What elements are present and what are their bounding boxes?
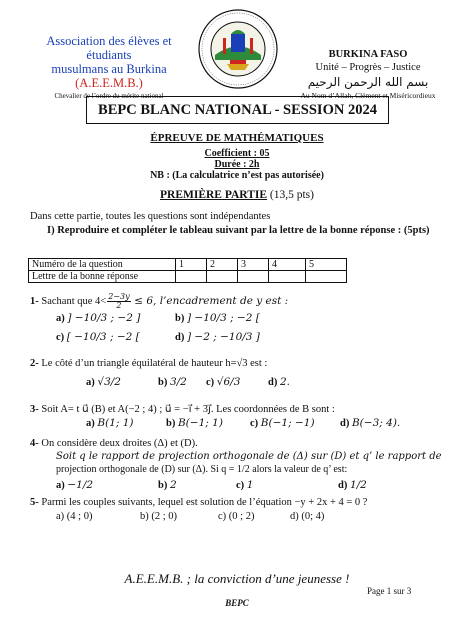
option-a: a) (4 ; 0) [56, 511, 93, 522]
part-heading [0, 189, 474, 201]
part-intro: Dans cette partie, toutes les questions sont indépendantes [30, 211, 271, 222]
association-header [24, 34, 194, 101]
answer-table [28, 258, 347, 283]
option-d: d) ] −2 ; −10/3 ] [175, 331, 260, 343]
table-cell [176, 271, 207, 283]
invocation: Au Nom d’Allah, Clément et Miséricordieux [300, 91, 436, 100]
country-motto: Unité – Progrès – Justice [315, 62, 421, 73]
association-name-line2: musulmans au Burkina [51, 62, 167, 76]
question-2 [30, 358, 267, 369]
table-cell: 2 [207, 259, 238, 271]
part-points: (13,5 pts) [269, 189, 314, 201]
question-number: 4- [30, 438, 39, 449]
question-number: 5- [30, 497, 39, 508]
option-a: a) ] −10/3 ; −2 ] [56, 312, 141, 324]
table-cell: 5 [306, 259, 347, 271]
exam-title: BEPC BLANC NATIONAL - SESSION 2024 [86, 96, 389, 124]
option-c: c) √6/3 [206, 376, 241, 388]
page-number: Page 1 sur 3 [367, 586, 412, 596]
question-5 [30, 497, 367, 508]
question-number: 2- [30, 358, 39, 369]
country-name: BURKINA FASO [328, 49, 408, 60]
option-b: b) (2 ; 0) [140, 511, 178, 522]
option-d: d) 1/2 [338, 479, 367, 491]
question-3 [30, 403, 335, 415]
table-row [29, 271, 347, 283]
table-header-cell: Numéro de la question [29, 259, 176, 271]
question-text: ≤ 6, l’encadrement de y est : [134, 294, 289, 307]
option-a: a) −1/2 [56, 479, 94, 491]
option-b: b) ] −10/3 ; −2 [ [175, 312, 260, 324]
aeemb-logo [197, 8, 279, 90]
footer-label: BEPC [225, 598, 249, 608]
association-note: Chevalier de l’ordre du mérite national [54, 92, 164, 100]
option-b: b) 3/2 [158, 376, 187, 388]
table-cell: 3 [238, 259, 269, 271]
table-cell: 1 [176, 259, 207, 271]
question-number: 3- [30, 404, 39, 415]
question-4-line3: projection orthogonale de (D) sur (Δ). Si q = 1/2 alors la valeur de q’ est: [56, 464, 348, 475]
table-cell [238, 271, 269, 283]
option-d: d) B(−3; 4). [340, 417, 401, 429]
coefficient: Coefficient : 05 [204, 148, 270, 159]
table-cell [306, 271, 347, 283]
option-a: a) √3/2 [86, 376, 121, 388]
instruction [47, 224, 447, 237]
question-number: 1- [30, 295, 39, 307]
option-b: b) 2 [158, 479, 177, 491]
duration: Durée : 2h [214, 159, 260, 170]
table-cell [207, 271, 238, 283]
option-d: d) (0; 4) [290, 511, 325, 522]
table-header-cell: Lettre de la bonne réponse [29, 271, 176, 283]
question-4 [30, 438, 198, 449]
footer-slogan: A.E.E.M.B. ; la conviction d’une jeunesse ! [124, 571, 350, 586]
part-title: PREMIÈRE PARTIE [159, 189, 268, 201]
option-c: c) (0 ; 2) [218, 511, 255, 522]
table-cell [269, 271, 306, 283]
question-text: Sachant que 4< [41, 295, 107, 307]
question-text: Parmi les couples suivants, lequel est solution de l’équation −y + 2x + 4 = 0 ? [41, 497, 368, 508]
question-text: Soit A= t u⃗ (B) et A(−2 ; 4) ; u⃗ = −i⃗ + 3j⃗. Les coordonnées de B sont : [41, 404, 335, 415]
option-c: c) 1 [236, 479, 254, 491]
question-1 [30, 293, 288, 310]
calculator-note: NB : (La calculatrice n’est pas autorisée) [150, 170, 324, 181]
question-4-line2: Soit q le rapport de projection orthogonale de (Δ) sur (D) et q’ le rapport de [56, 451, 442, 462]
fraction: $\frac{2-3y}{2}$ [108, 292, 130, 310]
country-header [282, 49, 454, 100]
instruction-text: Reproduire et compléter le tableau suivant par la lettre de la bonne réponse : (5pts) [57, 225, 430, 236]
option-a: a) B(1; 1) [86, 417, 134, 429]
option-b: b) B(−1; 1) [166, 417, 223, 429]
option-d: d) 2. [268, 376, 290, 388]
instruction-number: I) [47, 225, 55, 236]
question-text: On considère deux droites (Δ) et (D). [41, 438, 198, 449]
arabic-basmala: بسم الله الرحمن الرحيم [307, 75, 429, 89]
association-name-line1: Association des élèves et étudiants [46, 34, 172, 62]
question-text: Le côté d’un triangle équilatéral de hauteur h=√3 est : [41, 358, 268, 369]
aeemb-logo-icon [197, 8, 279, 90]
table-cell: 4 [269, 259, 306, 271]
option-c: c) [ −10/3 ; −2 [ [56, 331, 140, 343]
option-c: c) B(−1; −1) [250, 417, 315, 429]
association-abbr: (A.E.E.M.B.) [75, 76, 143, 90]
subject-title: ÉPREUVE DE MATHÉMATIQUES [150, 132, 324, 144]
table-row [29, 259, 347, 271]
